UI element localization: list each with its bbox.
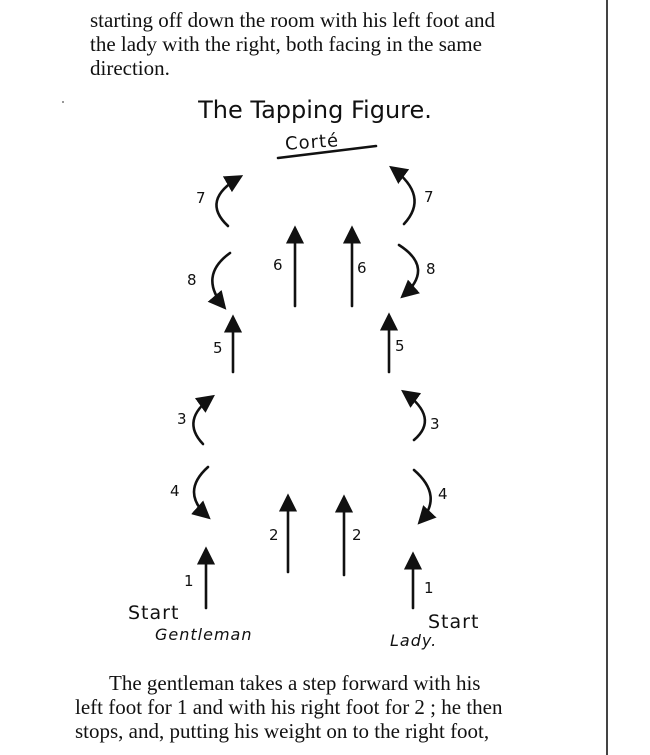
- step-number: 2: [352, 526, 362, 544]
- arrow-g4: [194, 467, 208, 517]
- step-number: 8: [187, 271, 197, 289]
- arrow-g7: [216, 177, 240, 226]
- step-number: 6: [273, 256, 283, 274]
- step-number: 7: [424, 188, 434, 206]
- step-number: 5: [395, 337, 405, 355]
- step-number: 8: [426, 260, 436, 278]
- text-line: left foot for 1 and with his right foot for 2 ; he then: [75, 695, 503, 719]
- step-number: 1: [424, 579, 434, 597]
- text-line: starting off down the room with his left foot and: [90, 8, 495, 32]
- scan-speck: [62, 101, 64, 103]
- text-line: the lady with the right, both facing in the same: [90, 32, 482, 56]
- step-number: 3: [177, 410, 187, 428]
- step-number: 7: [196, 189, 206, 207]
- step-number: 5: [213, 339, 223, 357]
- text-line: direction.: [90, 56, 170, 80]
- gentleman-label: Gentleman: [155, 625, 253, 644]
- arrow-g8: [212, 253, 230, 307]
- arrow-l4: [414, 470, 431, 522]
- arrow-l3: [404, 392, 425, 440]
- outro-paragraph: [75, 671, 575, 743]
- step-number: 6: [357, 259, 367, 277]
- start-gentleman-label: Start: [128, 602, 180, 624]
- corte-label: Corté: [284, 130, 340, 155]
- step-number: 4: [438, 485, 448, 503]
- step-number: 3: [430, 415, 440, 433]
- text-line: stops, and, putting his weight on to the right foot,: [75, 719, 490, 743]
- arrow-g3: [193, 397, 212, 444]
- diagram-title: The Tapping Figure.: [198, 96, 432, 124]
- start-lady-label: Start: [428, 611, 480, 633]
- page-binding-edge: [606, 0, 608, 755]
- arrow-l7: [392, 168, 415, 224]
- step-number: 2: [269, 526, 279, 544]
- step-number: 1: [184, 572, 194, 590]
- text-line: The gentleman takes a step forward with his: [109, 671, 481, 695]
- step-number: 4: [170, 482, 180, 500]
- lady-label: Lady.: [390, 631, 438, 650]
- arrow-l8: [399, 245, 418, 296]
